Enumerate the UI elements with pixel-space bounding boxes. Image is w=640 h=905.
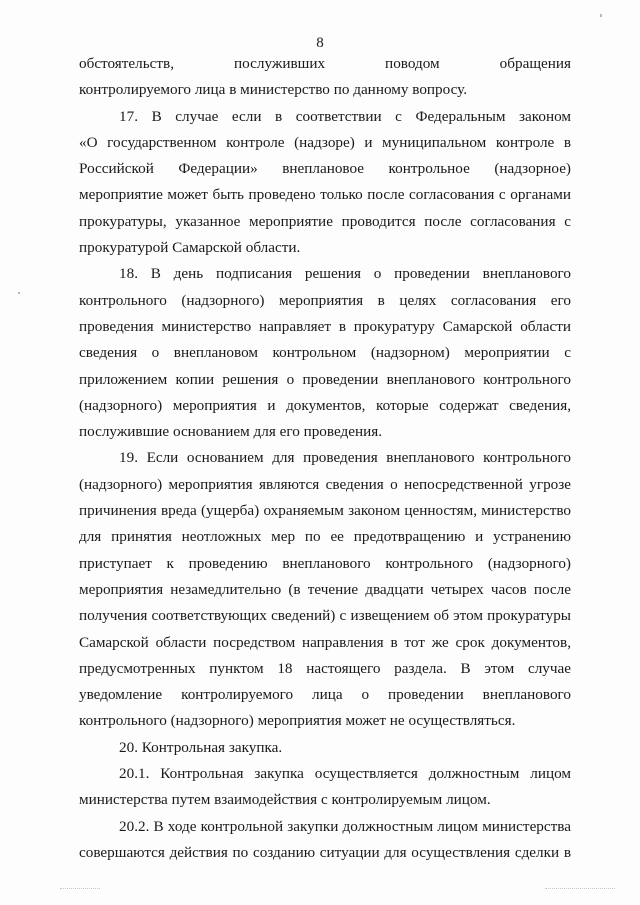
text-line: мероприятия незамедлительно (в течение двадцати четырех часов после (79, 580, 571, 598)
paragraph-20-heading (79, 735, 571, 761)
text-line: 20.1. Контрольная закупка осуществляется должностным лицом (119, 765, 571, 783)
page-number: 8 (316, 35, 324, 51)
text-line: 18. В день подписания решения о проведении внепланового (119, 265, 571, 283)
text-line: контролируемого лица в министерство по данному вопросу. (79, 81, 468, 99)
text-line: обстоятельств, послуживших поводом обращения (79, 55, 571, 72)
text-line: получения соответствующих сведений) с извещением об этом прокуратуры (79, 607, 571, 625)
text-line: (надзорного) мероприятия являются сведения о непосредственной угрозе (79, 475, 571, 493)
text-line: приложением копии решения о проведении внепланового контрольного (79, 370, 571, 388)
scan-dotted-mark (60, 888, 100, 890)
scan-speck (600, 14, 602, 17)
text-line: прокуратуры, указанное мероприятие проводится после согласования с (79, 212, 571, 230)
paragraph-17 (79, 104, 571, 262)
text-line: 17. В случае если в соответствии с Федеральным законом (119, 107, 571, 125)
text-line: Самарской области посредством направления в тот же срок документов, (79, 633, 571, 651)
paragraph-20-1 (79, 761, 571, 814)
text-line: мероприятие может быть проведено только после согласования с органами (79, 186, 571, 204)
text-line: совершаются действия по созданию ситуации для осуществления сделки в (79, 843, 571, 861)
paragraph-continuation (79, 51, 571, 104)
text-line: предусмотренных пунктом 18 настоящего раздела. В этом случае (79, 659, 571, 677)
text-line: приступает к проведению внепланового контрольного (надзорного) (79, 554, 571, 572)
text-line: 20.2. В ходе контрольной закупки должностным лицом министерства (119, 817, 571, 835)
text-line: Российской Федерации» внеплановое контрольное (надзорное) (79, 160, 571, 178)
text-line: министерства путем взаимодействия с контролируемым лицом. (79, 791, 491, 809)
scan-speck (18, 292, 20, 294)
text-line: (надзорного) мероприятия и документов, которые содержат сведения, (79, 396, 571, 414)
text-line: послужившие основанием для его проведения. (79, 423, 383, 441)
scan-dotted-mark (545, 888, 615, 890)
text-line: 20. Контрольная закупка. (119, 738, 283, 756)
paragraph-20-2 (79, 814, 571, 867)
text-line: уведомление контролируемого лица о проведении внепланового (79, 686, 571, 704)
paragraph-19 (79, 445, 571, 734)
text-line: «О государственном контроле (надзоре) и муниципальном контроле в (79, 133, 571, 151)
text-line: проведения министерство направляет в прокуратуру Самарской области (79, 317, 571, 335)
text-line: контрольного (надзорного) мероприятия может не осуществляться. (79, 712, 516, 730)
text-line: сведения о внеплановом контрольном (надзорном) мероприятии с (79, 344, 571, 362)
text-line: для принятия неотложных мер по ее предотвращению и устранению (79, 528, 571, 546)
text-line: прокуратурой Самарской области. (79, 239, 301, 257)
document-body (79, 51, 571, 866)
text-line: контрольного (надзорного) мероприятия в целях согласования его (79, 291, 571, 309)
paragraph-18 (79, 261, 571, 445)
text-line: 19. Если основанием для проведения внепланового контрольного (119, 449, 571, 467)
text-line: причинения вреда (ущерба) охраняемым законом ценностям, министерство (79, 502, 571, 520)
